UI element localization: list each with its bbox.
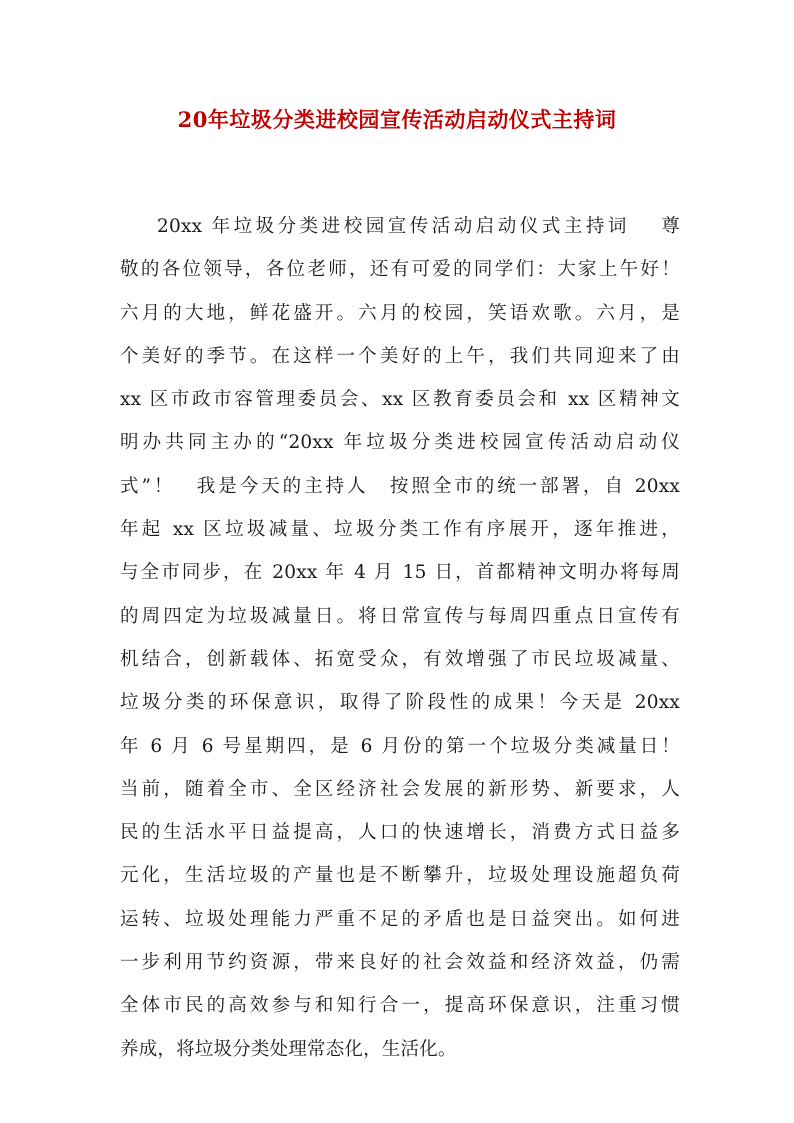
body-line: 垃圾分类的环保意识，取得了阶段性的成果！今天是 20xx [120, 692, 680, 714]
body-line: 明办共同主办的“20xx 年垃圾分类进校园宣传活动启动仪 [120, 432, 680, 454]
body-line: 20xx 年垃圾分类进校园宣传活动启动仪式主持词 尊 [157, 216, 680, 237]
body-line: 民的生活水平日益提高，人口的快速增长，消费方式日益多 [120, 822, 680, 844]
body-line: 敬的各位领导，各位老师，还有可爱的同学们：大家上午好！ [120, 259, 680, 281]
body-line: 养成，将垃圾分类处理常态化，生活化。 [120, 1038, 457, 1060]
body-line: 当前，随着全市、全区经济社会发展的新形势、新要求，人 [120, 778, 680, 800]
body-line: 一步利用节约资源，带来良好的社会效益和经济效益，仍需 [120, 952, 680, 974]
body-line: 六月的大地，鲜花盛开。六月的校园，笑语欢歌。六月，是 [120, 302, 680, 324]
body-line: 的周四定为垃圾减量日。将日常宣传与每周四重点日宣传有 [120, 605, 680, 627]
body-line: 元化，生活垃圾的产量也是不断攀升，垃圾处理设施超负荷 [120, 865, 680, 887]
body-line: 年 6 月 6 号星期四，是 6 月份的第一个垃圾分类减量日！ [120, 735, 680, 757]
document-title: 20年垃圾分类进校园宣传活动启动仪式主持词 [177, 107, 617, 132]
body-line: 运转、垃圾处理能力严重不足的矛盾也是日益突出。如何进 [120, 908, 680, 930]
body-line: 个美好的季节。在这样一个美好的上午，我们共同迎来了由 [120, 345, 680, 367]
body-line: 全体市民的高效参与和知行合一，提高环保意识，注重习惯 [120, 995, 680, 1017]
body-line: 机结合，创新载体、拓宽受众，有效增强了市民垃圾减量、 [120, 648, 680, 670]
body-line: xx 区市政市容管理委员会、xx 区教育委员会和 xx 区精神文 [120, 389, 680, 411]
document-body [120, 205, 680, 1071]
body-line: 与全市同步，在 20xx 年 4 月 15 日，首都精神文明办将每周 [120, 562, 680, 584]
body-line: 年起 xx 区垃圾减量、垃圾分类工作有序展开，逐年推进， [120, 519, 680, 541]
body-line: 式”！ 我是今天的主持人 按照全市的统一部署，自 20xx [120, 475, 680, 497]
